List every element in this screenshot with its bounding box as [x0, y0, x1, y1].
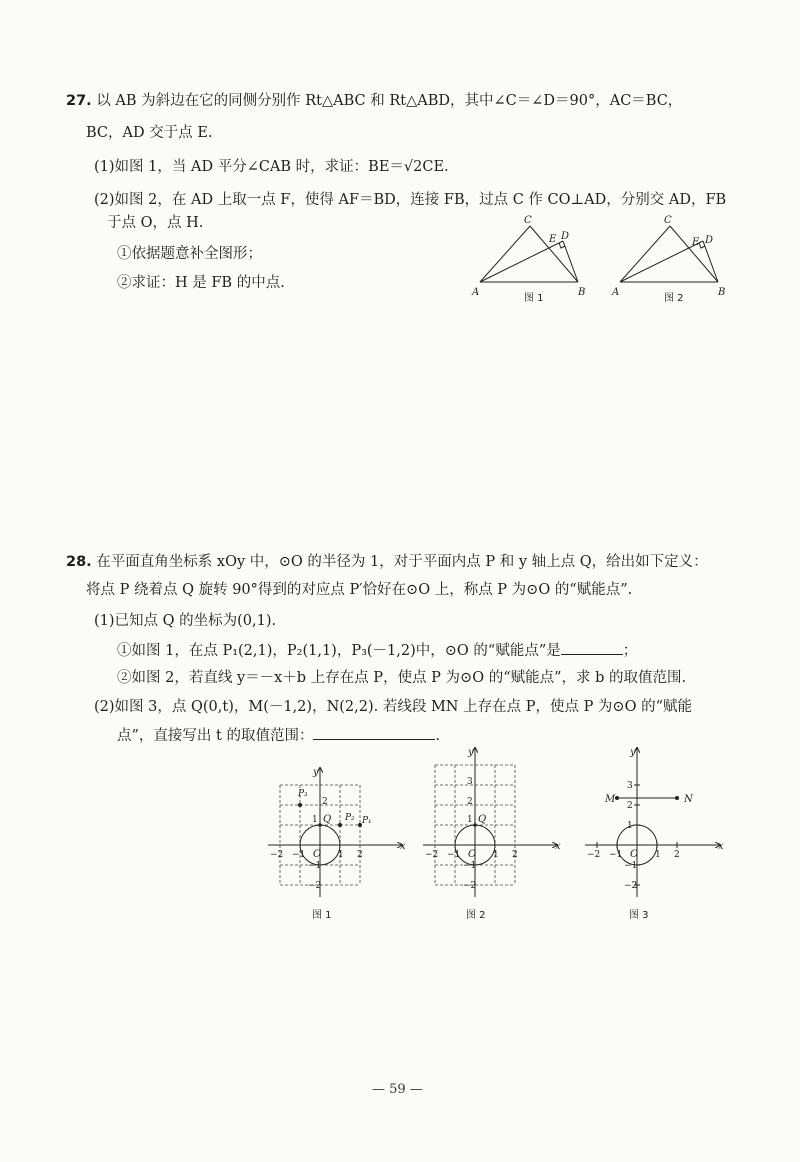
- label-p2: P₂: [345, 813, 355, 823]
- q28-number: 28.: [66, 554, 92, 570]
- tick-y-m1: −1: [308, 861, 322, 871]
- q28-stem-1: 在平面直角坐标系 xOy 中，⊙O 的半径为 1，对于平面内点 P 和 y 轴上点 Q，给出如下定义：: [96, 554, 708, 570]
- q28-part2: (2)如图 3，点 Q(0,t)，M(－1,2)，N(2,2). 若线段 MN 上存在点 P，使点 P 为⊙O 的“赋能: [94, 699, 692, 715]
- q27-sub2: ②求证：H 是 FB 的中点.: [117, 275, 285, 291]
- q28-sub1-end: ；: [622, 643, 638, 659]
- q27-fig1-caption: 图 1: [524, 293, 544, 304]
- label-q: Q: [323, 814, 332, 825]
- label-c: C: [524, 215, 532, 226]
- tick-x-1: 1: [338, 850, 344, 860]
- q28-figure-2: [423, 747, 561, 897]
- tick-y-m1: −1: [624, 861, 638, 871]
- label-o: O: [468, 849, 477, 860]
- tick-y-m2: −2: [463, 881, 477, 891]
- tick-x-1: 1: [493, 850, 499, 860]
- q27-line2: BC，AD 交于点 E.: [86, 125, 213, 141]
- q28-part2-text: 点”，直接写出 t 的取值范围：: [117, 728, 314, 744]
- q27-sub1: ①依据题意补全图形；: [117, 246, 262, 262]
- point-p2: [338, 823, 342, 827]
- label-p1: P₁: [362, 816, 372, 826]
- tick-x-m2: −2: [270, 850, 284, 860]
- q28-fig1-caption: 图 1: [312, 910, 332, 921]
- tick-x-2: 2: [357, 850, 363, 860]
- q27-number: 27.: [66, 93, 92, 109]
- page-number: — 59 —: [372, 1082, 423, 1097]
- point-n: [675, 796, 679, 800]
- tick-x-m2: −2: [425, 850, 439, 860]
- tick-y-2: 2: [627, 801, 633, 811]
- label-a: A: [612, 287, 620, 298]
- q27-part1: (1)如图 1，当 AD 平分∠CAB 时，求证：BE＝√2CE.: [94, 159, 449, 175]
- q28-line2: 将点 P 绕着点 Q 旋转 90°得到的对应点 P′恰好在⊙O 上，称点 P 为⊙O 的“赋能点”.: [86, 582, 633, 598]
- label-b: B: [718, 287, 726, 298]
- label-y: y: [313, 767, 319, 778]
- q27-part2: (2)如图 2，在 AD 上取一点 F，使得 AF＝BD，连接 FB，过点 C 作 CO⊥AD，分别交 AD，FB: [94, 192, 727, 208]
- q28-figure-1: [268, 767, 406, 897]
- label-o: O: [630, 849, 639, 860]
- tick-y-1: 1: [627, 821, 633, 831]
- label-p3: P₃: [298, 789, 308, 799]
- tick-y-m2: −2: [624, 881, 638, 891]
- tick-x-2: 2: [674, 850, 680, 860]
- q27-part2-cont: 于点 O，点 H.: [107, 215, 204, 231]
- tick-x-m2: −2: [587, 850, 601, 860]
- q28-fig3-caption: 图 3: [629, 910, 649, 921]
- q28-sub2: ②如图 2，若直线 y＝－x＋b 上存在点 P，使点 P 为⊙O 的“赋能点”，求 b 的取值范围.: [117, 670, 687, 686]
- label-d: D: [705, 235, 714, 246]
- label-c: C: [664, 215, 672, 226]
- label-x: x: [400, 841, 406, 852]
- label-n: N: [684, 794, 693, 805]
- tick-y-m2: −2: [308, 881, 322, 891]
- tick-x-m1: −1: [292, 850, 306, 860]
- tick-y-2: 2: [467, 797, 473, 807]
- label-a: A: [472, 287, 480, 298]
- label-y: y: [468, 747, 474, 758]
- point-m: [615, 796, 619, 800]
- label-q: Q: [478, 814, 487, 825]
- label-x: x: [555, 841, 561, 852]
- tick-x-1: 1: [655, 850, 661, 860]
- q28-fig2-caption: 图 2: [466, 910, 486, 921]
- tick-y-1: 1: [467, 815, 473, 825]
- tick-y-3: 3: [627, 781, 633, 791]
- q27-stem-1: 以 AB 为斜边在它的同侧分别作 Rt△ABC 和 Rt△ABD，其中∠C＝∠D＝90°，AC＝BC，: [96, 93, 683, 109]
- q28-part2-end: .: [435, 728, 441, 744]
- tick-y-2: 2: [322, 797, 328, 807]
- q28-figure-3: [585, 747, 724, 897]
- tick-y-3: 3: [467, 777, 473, 787]
- label-x: x: [718, 841, 724, 852]
- point-q: [473, 823, 477, 827]
- tick-x-m1: −1: [447, 850, 461, 860]
- point-p3: [298, 803, 302, 807]
- label-m: M: [605, 794, 616, 805]
- q28-sub1-text: ①如图 1，在点 P₁(2,1)，P₂(1,1)，P₃(－1,2)中，⊙O 的“赋能点”是: [117, 643, 561, 659]
- point-q: [318, 823, 322, 827]
- q28-part1: (1)已知点 Q 的坐标为(0,1).: [94, 613, 277, 629]
- label-b: B: [578, 287, 586, 298]
- tick-y-1: 1: [312, 815, 318, 825]
- label-y: y: [630, 747, 636, 758]
- label-d: D: [561, 231, 570, 242]
- label-e: E: [692, 237, 700, 248]
- label-o: O: [313, 849, 322, 860]
- label-e: E: [549, 234, 557, 245]
- tick-x-2: 2: [512, 850, 518, 860]
- tick-y-m1: −1: [463, 861, 477, 871]
- tick-x-m1: −1: [609, 850, 623, 860]
- q27-fig2-caption: 图 2: [664, 293, 684, 304]
